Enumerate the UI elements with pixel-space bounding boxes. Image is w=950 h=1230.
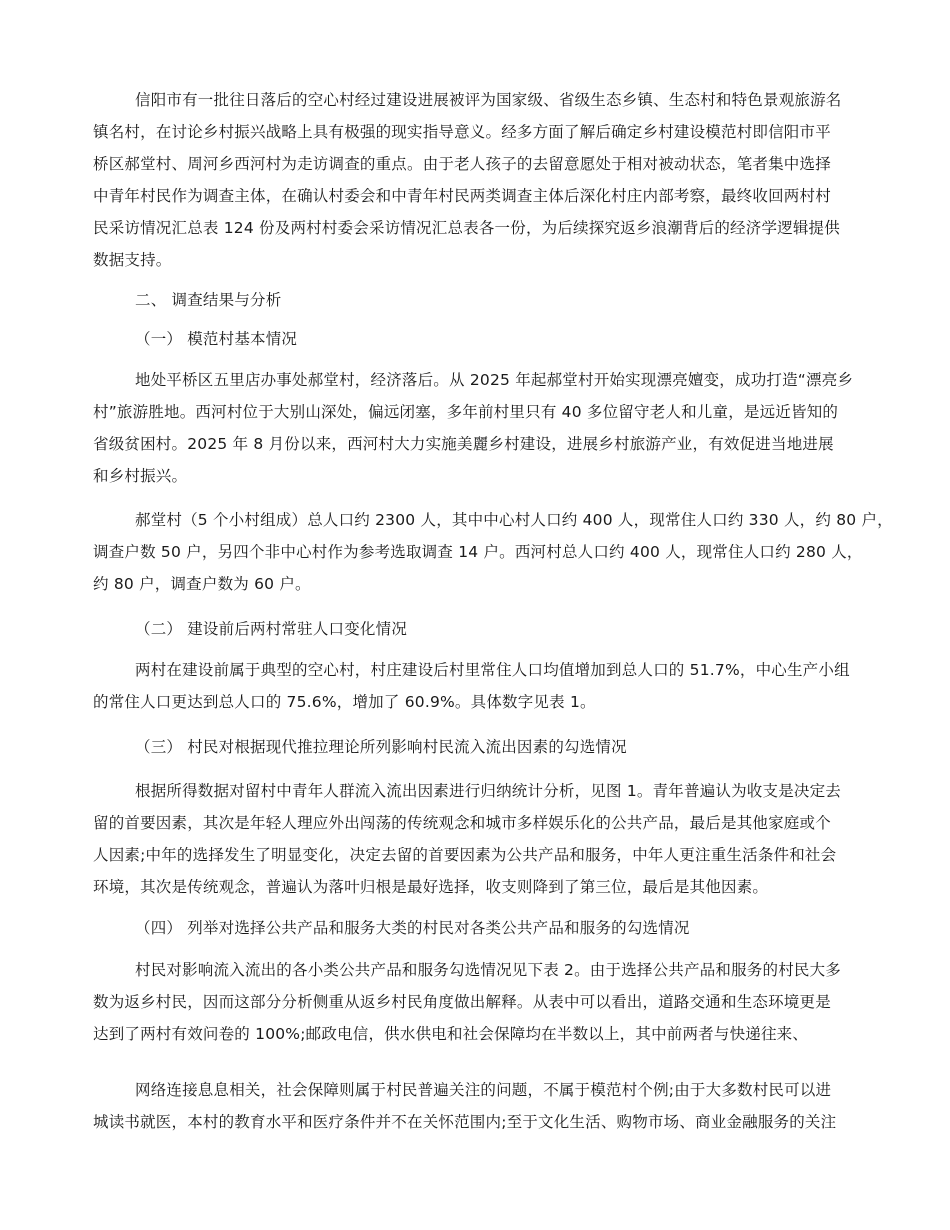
paragraph-line: 村”旅游胜地。西河村位于大别山深处，偏远闭塞，多年前村里只有 40 多位留守老人和儿童，是远近皆知的 — [93, 403, 839, 421]
paragraph-line: 郝堂村（5 个小村组成）总人口约 2300 人，其中中心村人口约 400 人，现常住人口约 330 人，约 80 户， — [135, 511, 893, 529]
paragraph-line: 两村在建设前属于典型的空心村，村庄建设后村里常住人口均值增加到总人口的 51.7%，中心生产小组 — [135, 661, 850, 679]
paragraph-line: 桥区郝堂村、周河乡西河村为走访调查的重点。由于老人孩子的去留意愿处于相对被动状态，笔者集中选择 — [93, 155, 831, 173]
paragraph-line: 镇名村，在讨论乡村振兴战略上具有极强的现实指导意义。经多方面了解后确定乡村建设模范村即信阳市平 — [93, 123, 831, 141]
paragraph-line: 村民对影响流入流出的各小类公共产品和服务勾选情况见下表 2。由于选择公共产品和服务的村民大多 — [135, 961, 841, 979]
paragraph-line: 数据支持。 — [93, 251, 172, 269]
paragraph-line: 地处平桥区五里店办事处郝堂村，经济落后。从 2025 年起郝堂村开始实现漂亮嬗变，成功打造“漂亮乡 — [135, 371, 854, 389]
paragraph-line: 数为返乡村民，因而这部分分析侧重从返乡村民角度做出解释。从表中可以看出，道路交通和生态环境更是 — [93, 993, 831, 1011]
subsection-heading: （二） 建设前后两村常驻人口变化情况 — [135, 620, 408, 638]
paragraph-line: 的常住人口更达到总人口的 75.6%，增加了 60.9%。具体数字见表 1。 — [93, 693, 596, 711]
paragraph-line: 调查户数 50 户，另四个非中心村作为参考选取调查 14 户。西河村总人口约 400 人，现常住人口约 280 人， — [93, 543, 863, 561]
paragraph-line: 环境，其次是传统观念，普遍认为落叶归根是最好选择，收支则降到了第三位，最后是其他因素。 — [93, 878, 769, 896]
paragraph-line: 人因素;中年的选择发生了明显变化，决定去留的首要因素为公共产品和服务，中年人更注重生活条件和社会 — [93, 846, 837, 864]
paragraph-line: 根据所得数据对留村中青年人群流入流出因素进行归纳统计分析，见图 1。青年普遍认为收支是决定去 — [135, 782, 841, 800]
paragraph-line: 城读书就医，本村的教育水平和医疗条件并不在关怀范围内;至于文化生活、购物市场、商业金融服务的关注 — [93, 1113, 837, 1131]
subsection-heading: （一） 模范村基本情况 — [135, 330, 298, 348]
paragraph-line: 达到了两村有效问卷的 100%;邮政电信，供水供电和社会保障均在半数以上，其中前两者与快递往来、 — [93, 1025, 809, 1043]
paragraph-line: 省级贫困村。2025 年 8 月份以来，西河村大力实施美麗乡村建设，进展乡村旅游产业，有效促进当地进展 — [93, 435, 834, 453]
section-heading: 二、 调查结果与分析 — [135, 291, 282, 309]
paragraph-line: 约 80 户，调查户数为 60 户。 — [93, 575, 311, 593]
paragraph-line: 中青年村民作为调查主体，在确认村委会和中青年村民两类调查主体后深化村庄内部考察，最终收回两村村 — [93, 187, 831, 205]
paragraph-line: 网络连接息息相关，社会保障则属于村民普遍关注的问题，不属于模范村个例;由于大多数村民可以进 — [135, 1081, 832, 1099]
paragraph-line: 和乡村振兴。 — [93, 467, 188, 485]
subsection-heading: （三） 村民对根据现代推拉理论所列影响村民流入流出因素的勾选情况 — [135, 738, 627, 756]
paragraph-line: 留的首要因素，其次是年轻人理应外出闯荡的传统观念和城市多样娱乐化的公共产品，最后是其他家庭或个 — [93, 814, 831, 832]
paragraph-line: 信阳市有一批往日落后的空心村经过建设进展被评为国家级、省级生态乡镇、生态村和特色景观旅游名 — [135, 91, 842, 109]
subsection-heading: （四） 列举对选择公共产品和服务大类的村民对各类公共产品和服务的勾选情况 — [135, 919, 690, 937]
paragraph-line: 民采访情况汇总表 124 份及两村村委会采访情况汇总表各一份，为后续探究返乡浪潮背后的经济学逻辑提供 — [93, 219, 840, 237]
